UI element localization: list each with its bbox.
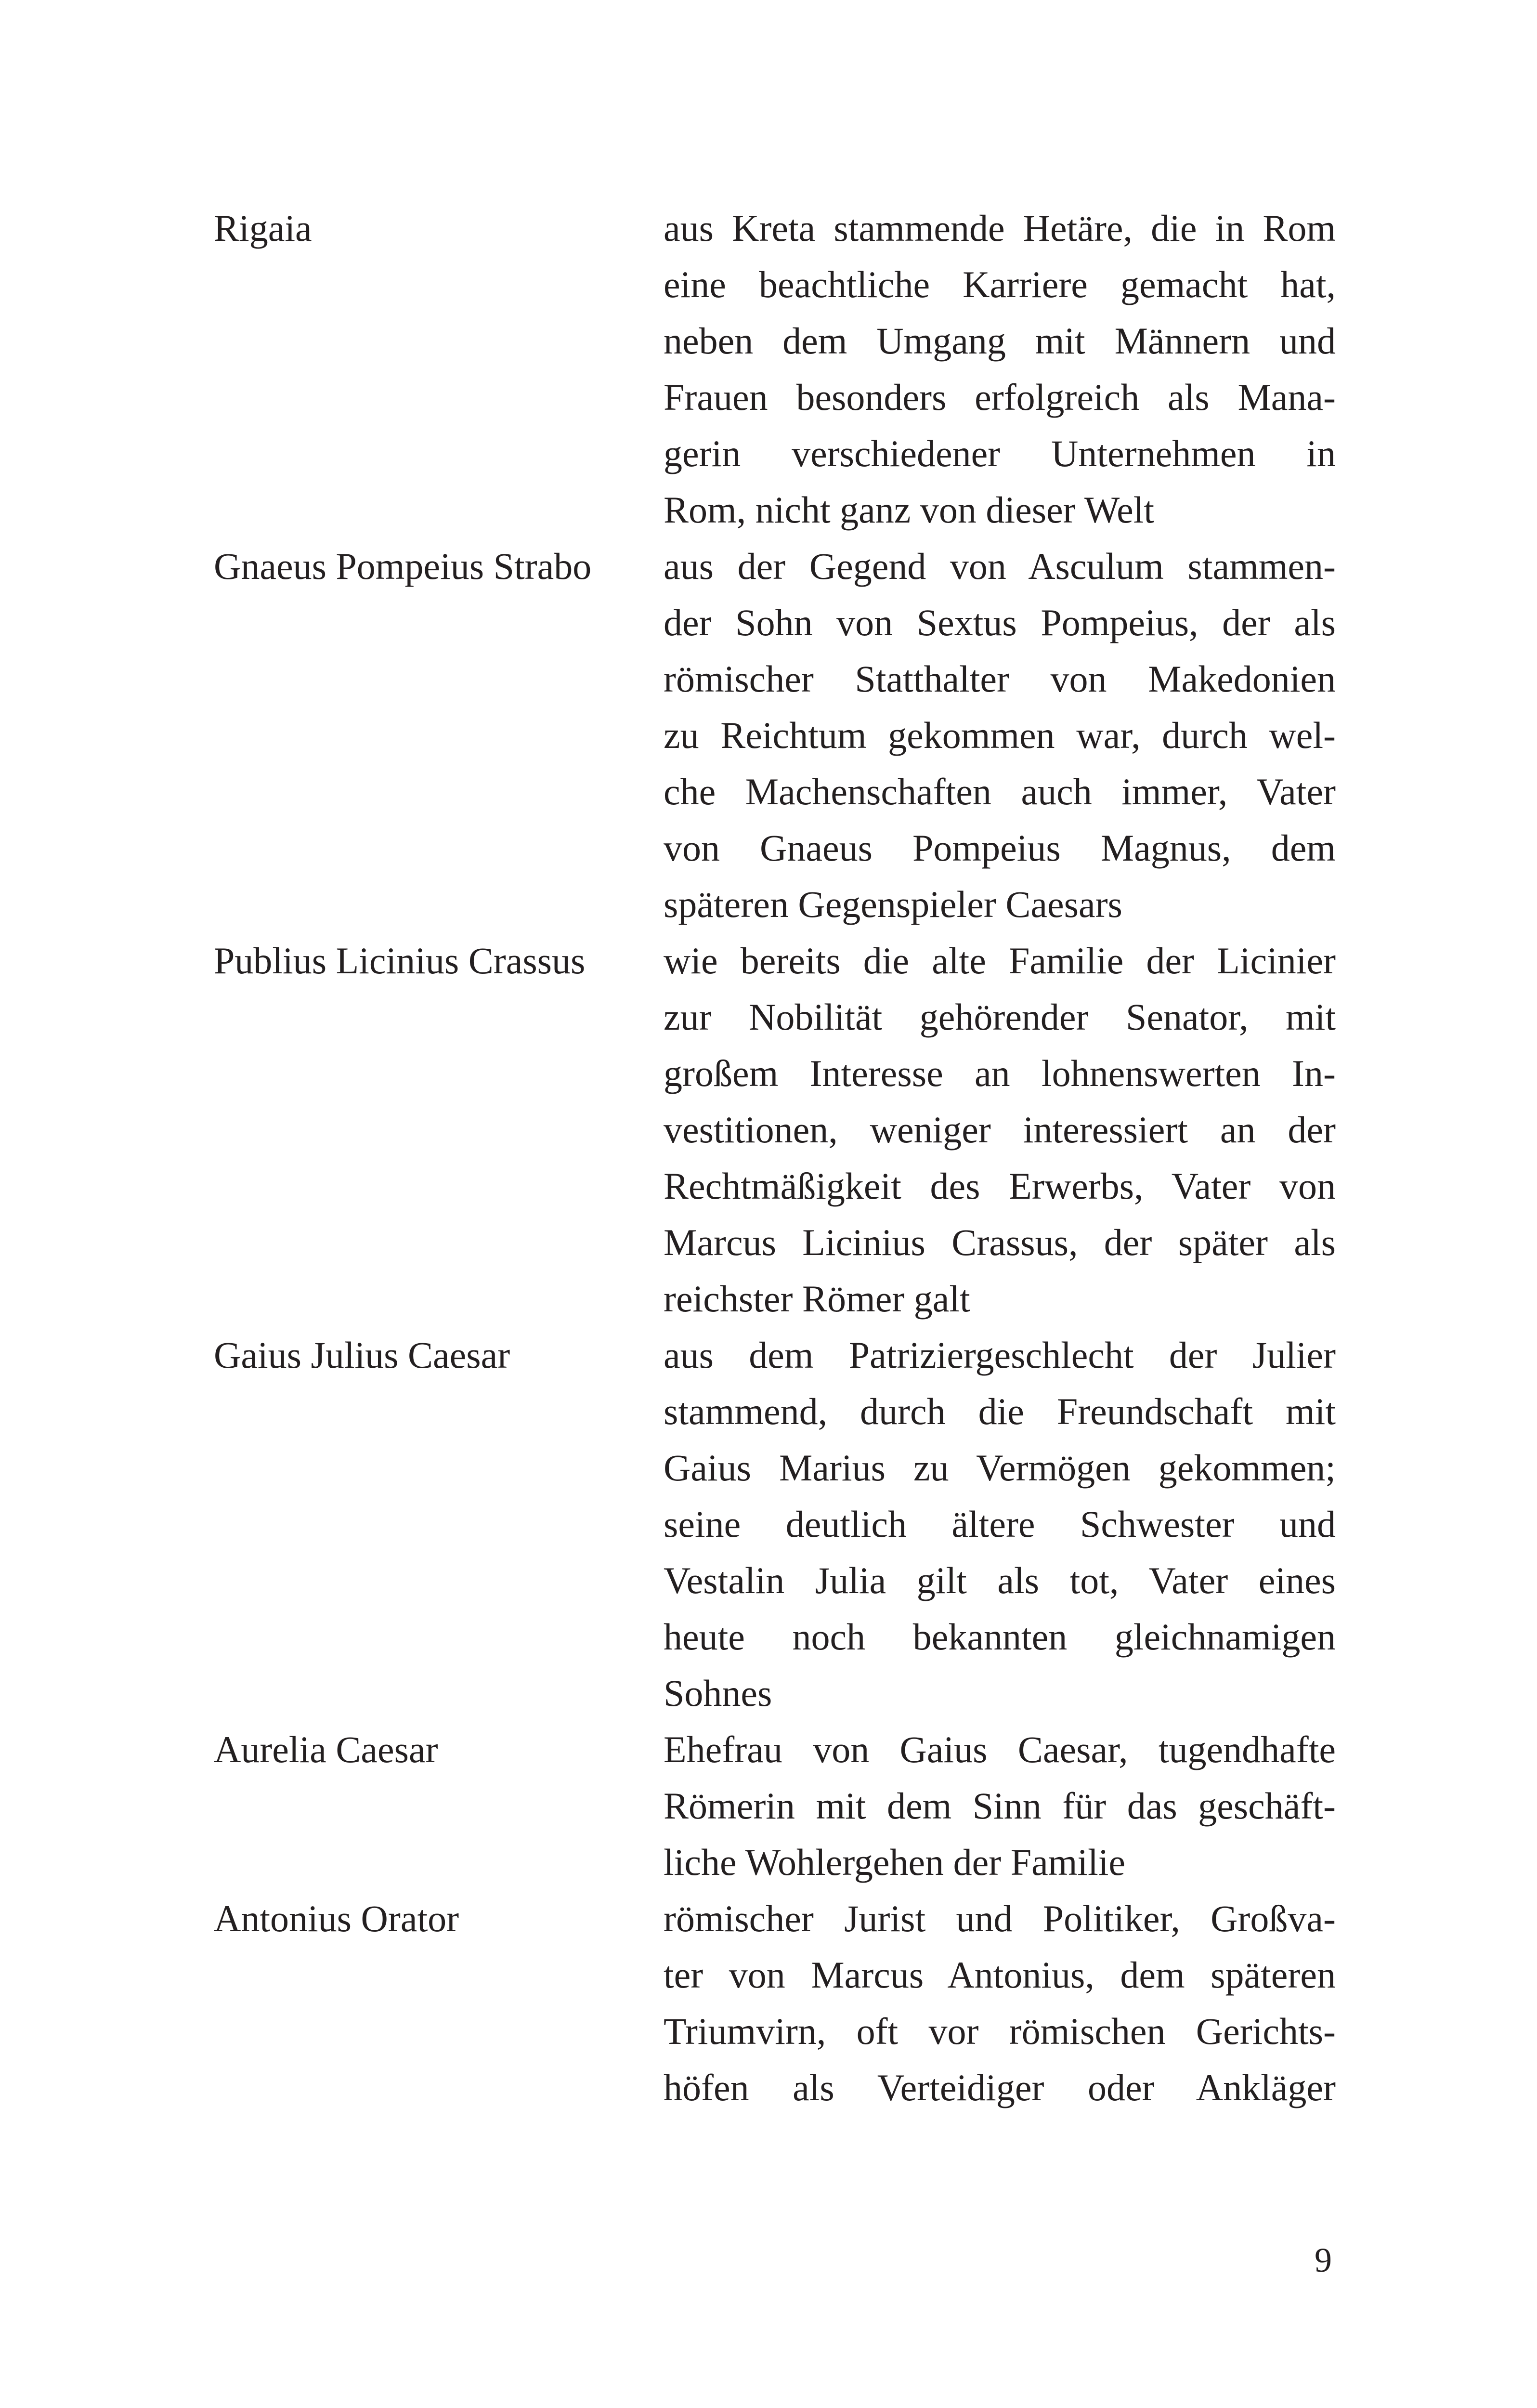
- description-line: Ehefrau von Gaius Caesar, tugendhafte: [664, 1728, 1336, 1770]
- description-line: Rechtmäßigkeit des Erwerbs, Vater von: [664, 1165, 1336, 1207]
- character-name: Aurelia Caesar: [214, 1728, 438, 1770]
- description-line: Triumvirn, oft vor römischen Gerichts-: [664, 2010, 1336, 2052]
- description-line: aus dem Patriziergeschlecht der Julier: [664, 1334, 1336, 1376]
- character-description: [664, 1890, 1336, 2116]
- description-line: liche Wohlergehen der Familie: [664, 1841, 1126, 1883]
- description-line: Sohnes: [664, 1672, 772, 1714]
- description-line: aus Kreta stammende Hetäre, die in Rom: [664, 207, 1336, 249]
- description-line: höfen als Verteidiger oder Ankläger: [664, 2067, 1336, 2108]
- character-name: Gaius Julius Caesar: [214, 1334, 510, 1376]
- character-description: [664, 538, 1336, 932]
- description-line: römischer Jurist und Politiker, Großva-: [664, 1898, 1336, 1939]
- description-line: eine beachtliche Karriere gemacht hat,: [664, 263, 1336, 305]
- description-line: zur Nobilität gehörender Senator, mit: [664, 996, 1336, 1038]
- description-line: neben dem Umgang mit Männern und: [664, 320, 1336, 362]
- character-name: Rigaia: [214, 207, 312, 249]
- description-line: Römerin mit dem Sinn für das geschäft-: [664, 1785, 1336, 1827]
- description-line: gerin verschiedener Unternehmen in: [664, 432, 1336, 474]
- description-line: Vestalin Julia gilt als tot, Vater eines: [664, 1559, 1336, 1601]
- description-line: ter von Marcus Antonius, dem späteren: [664, 1954, 1336, 1996]
- description-line: wie bereits die alte Familie der Licinier: [664, 940, 1336, 982]
- description-line: der Sohn von Sextus Pompeius, der als: [664, 602, 1336, 643]
- character-description: [664, 200, 1336, 538]
- page-number: 9: [1315, 2241, 1332, 2279]
- description-line: Rom, nicht ganz von dieser Welt: [664, 489, 1155, 531]
- description-line: großem Interesse an lohnenswerten In-: [664, 1052, 1336, 1094]
- description-line: seine deutlich ältere Schwester und: [664, 1503, 1336, 1545]
- description-line: von Gnaeus Pompeius Magnus, dem: [664, 827, 1336, 869]
- character-description: [664, 1721, 1336, 1890]
- character-name: Antonius Orator: [214, 1898, 459, 1939]
- description-line: che Machenschaften auch immer, Vater: [664, 771, 1336, 812]
- description-line: Gaius Marius zu Vermögen gekommen;: [664, 1447, 1336, 1489]
- description-line: aus der Gegend von Asculum stammen-: [664, 545, 1336, 587]
- description-line: späteren Gegenspieler Caesars: [664, 883, 1122, 925]
- description-line: heute noch bekannten gleichnamigen: [664, 1616, 1336, 1658]
- description-line: stammend, durch die Freundschaft mit: [664, 1390, 1336, 1432]
- description-line: Frauen besonders erfolgreich als Mana-: [664, 376, 1336, 418]
- character-name: Publius Licinius Crassus: [214, 940, 586, 982]
- description-line: vestitionen, weniger interessiert an der: [664, 1109, 1336, 1151]
- description-line: Marcus Licinius Crassus, der später als: [664, 1221, 1336, 1263]
- description-line: römischer Statthalter von Makedonien: [664, 658, 1336, 700]
- character-name: Gnaeus Pompeius Strabo: [214, 545, 592, 587]
- description-line: reichster Römer galt: [664, 1278, 970, 1320]
- description-line: zu Reichtum gekommen war, durch wel-: [664, 714, 1336, 756]
- character-description: [664, 932, 1336, 1327]
- character-description: [664, 1327, 1336, 1721]
